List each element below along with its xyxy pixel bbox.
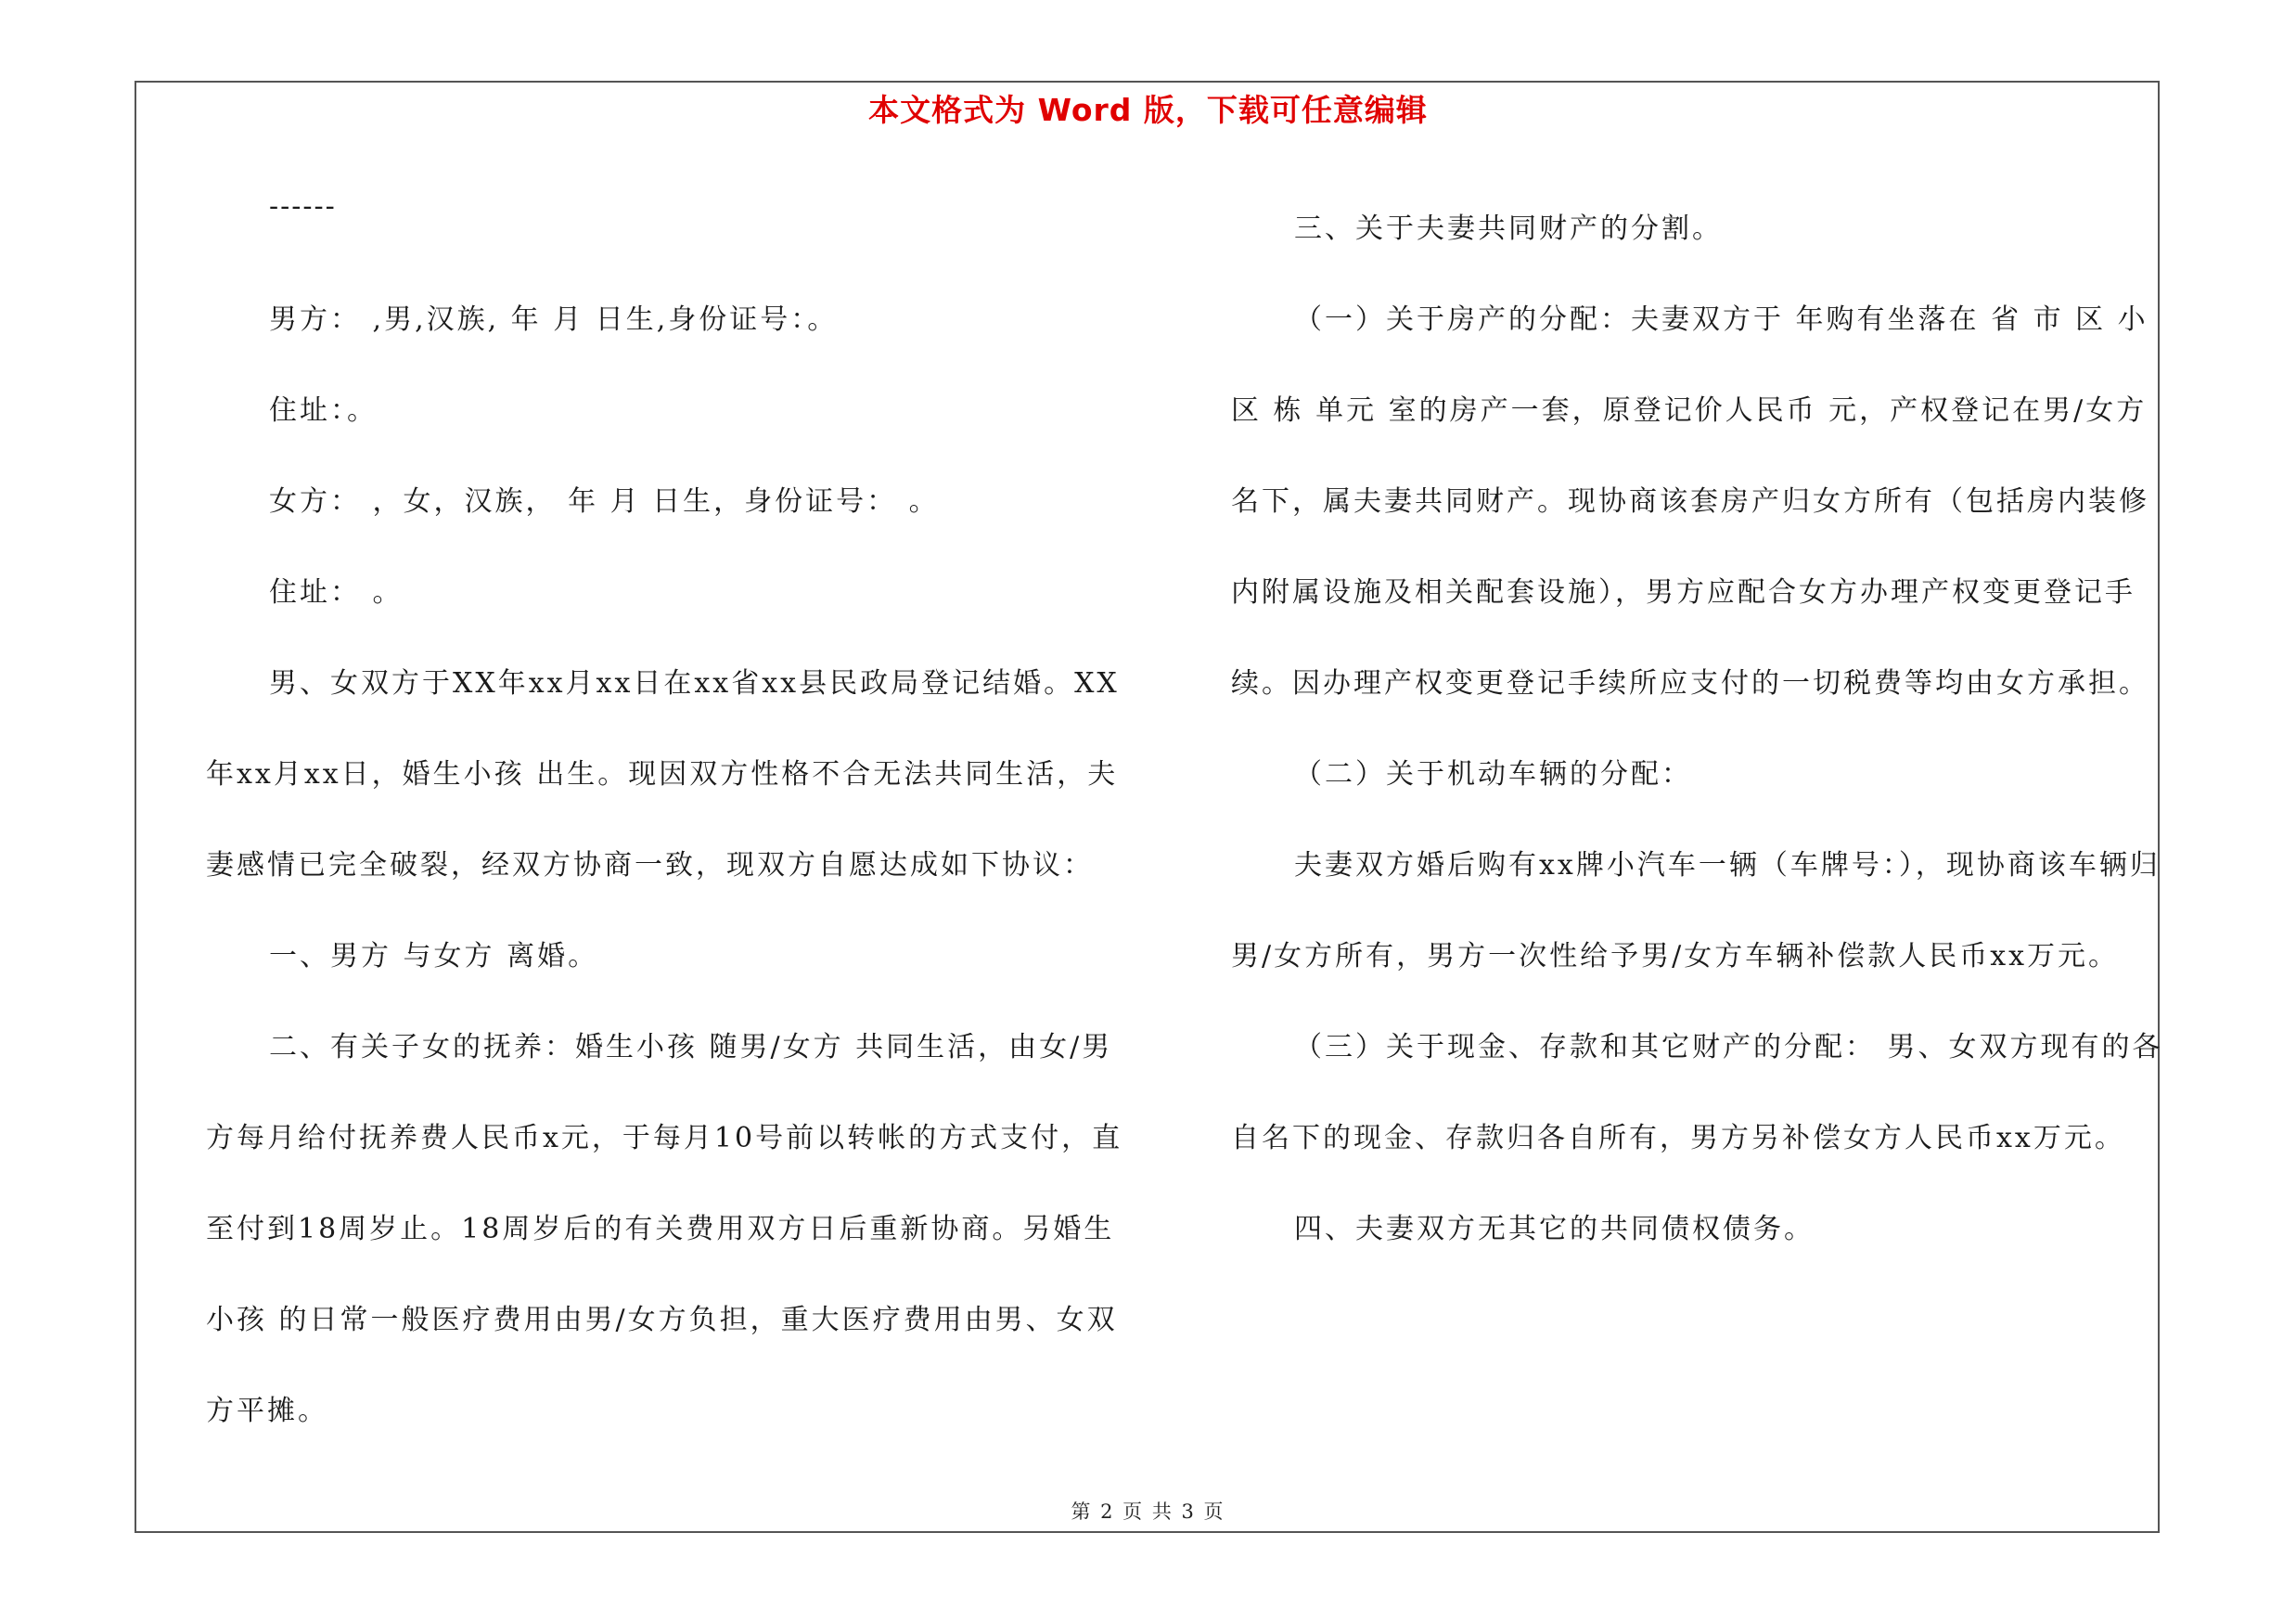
paragraph-female-info: 女方： ，女，汉族， 年 月 日生，身份证号： 。: [269, 485, 940, 518]
paragraph-clause-real-estate: （一）关于房产的分配：夫妻双方于 年购有坐落在 省 市 区 小区 栋 单元 室的房产一套，原登记价人民币 元，产权登记在男/女方名下，属夫妻共同财产。现协商该套房产归女方所有（包括房内装修内附属设施及相关配套设施），男方应配合女方办理产权变更登记手续。因办理产权变更登记手续所应支付的一切税费等均由女方承担。: [1231, 303, 2149, 700]
paragraph-clause-debts: 四、夫妻双方无其它的共同债权债务。: [1294, 1213, 1815, 1245]
paragraph-clause-property-title: 三、关于夫妻共同财产的分割。: [1294, 213, 1723, 245]
right-column: [1231, 184, 2168, 1275]
paragraph-male-address: 住址：。: [269, 394, 378, 427]
paragraph-clause-child-custody: 二、有关子女的抚养：婚生小孩 随男/女方 共同生活，由女/男方每月给付抚养费人民币x元，于每月10号前以转帐的方式支付，直至付到18周岁止。18周岁后的有关费用双方日后重新协商。另婚生小孩 的日常一般医疗费用由男/女方负担，重大医疗费用由男、女双方平摊。: [206, 1031, 1123, 1427]
paragraph-clause-vehicle-title: （二）关于机动车辆的分配：: [1294, 758, 1692, 791]
header-banner: 本文格式为 Word 版，下载可任意编辑: [868, 92, 1428, 128]
left-column: [206, 184, 1143, 1457]
paragraph-clause-divorce: 一、男方 与女方 离婚。: [269, 940, 599, 973]
paragraph-clause-cash-deposits: （三）关于现金、存款和其它财产的分配： 男、女双方现有的各自名下的现金、存款归各自所有，男方另补偿女方人民币xx万元。: [1231, 1031, 2163, 1154]
paragraph-marriage-background: 男、女双方于XX年xx月xx日在xx省xx县民政局登记结婚。XX年xx月xx日，婚生小孩 出生。现因双方性格不合无法共同生活，夫妻感情已完全破裂，经双方协商一致，现双方自愿达成如下协议：: [206, 667, 1120, 882]
paragraph-clause-vehicle: 夫妻双方婚后购有xx牌小汽车一辆（车牌号：），现协商该车辆归男/女方所有，男方一次性给予男/女方车辆补偿款人民币xx万元。: [1231, 849, 2161, 973]
page-number-footer: 第 2 页 共 3 页: [1071, 1501, 1225, 1523]
separator-line: ------: [269, 190, 337, 223]
paragraph-male-info: 男方： ,男,汉族, 年 月 日生,身份证号：。: [269, 303, 839, 336]
paragraph-female-address: 住址： 。: [269, 576, 404, 609]
